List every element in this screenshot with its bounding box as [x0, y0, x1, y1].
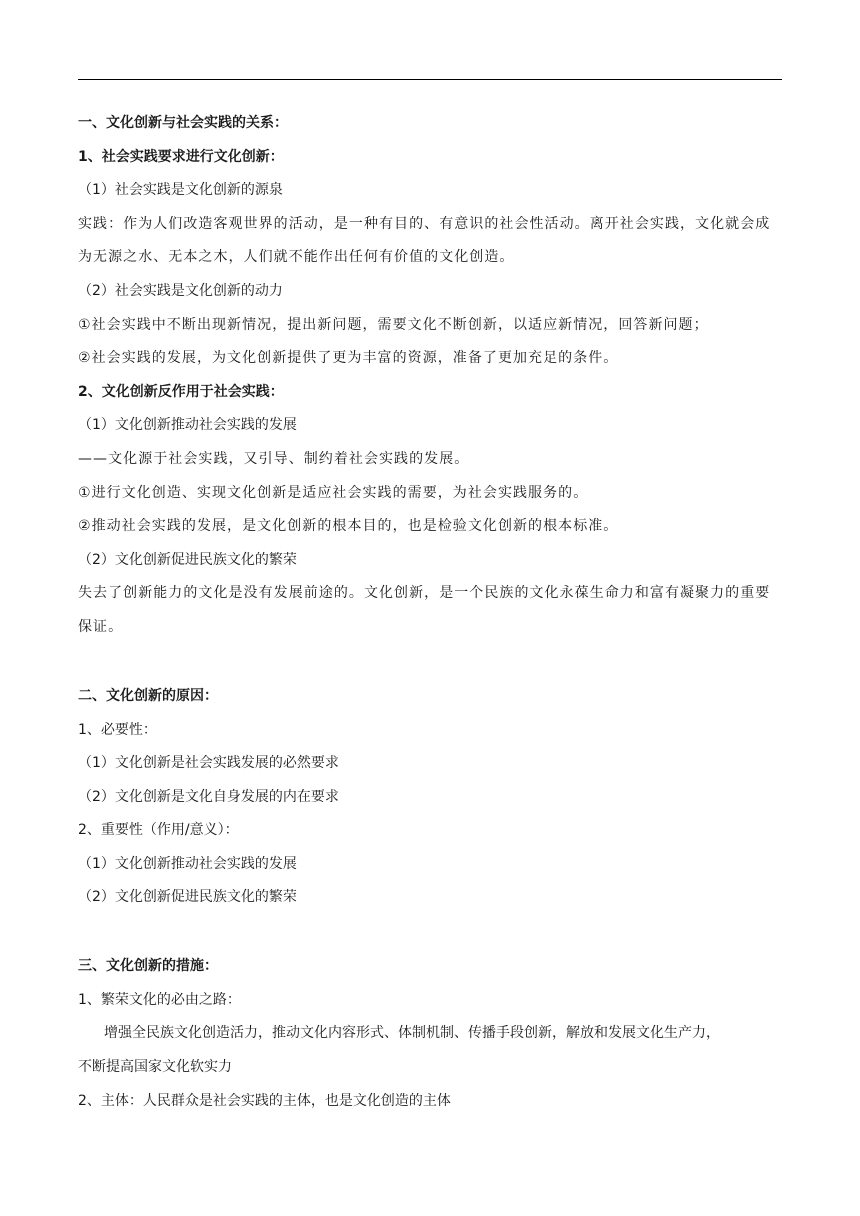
- section-1-point-1-sub-b-item-2: ②社会实践的发展，为文化创新提供了更为丰富的资源，准备了更加充足的条件。: [78, 350, 619, 366]
- section-2-point-1-sub-b: （2）文化创新是文化自身发展的内在要求: [78, 789, 339, 805]
- section-3-point-1-text-line-2: 不断提高国家文化软实力: [78, 1059, 232, 1075]
- section-1-point-2-sub-b: （2）文化创新促进民族文化的繁荣: [78, 552, 297, 568]
- section-1-point-2-sub-a-item-1: ①进行文化创造、实现文化创新是适应社会实践的需要，为社会实践服务的。: [78, 485, 589, 501]
- section-2-point-1: 1、必要性：: [78, 722, 157, 738]
- section-2-point-2-sub-b: （2）文化创新促进民族文化的繁荣: [78, 889, 297, 905]
- section-1-point-2-sub-a-item-2: ②推动社会实践的发展，是文化创新的根本目的，也是检验文化创新的根本标准。: [78, 518, 619, 534]
- section-1-point-1-sub-a: （1）社会实践是文化创新的源泉: [78, 182, 283, 198]
- section-3-heading: 三、文化创新的措施：: [78, 958, 218, 974]
- section-1-point-2-title: 2、文化创新反作用于社会实践：: [78, 384, 284, 400]
- section-1-point-1-sub-b-item-1: ①社会实践中不断出现新情况，提出新问题，需要文化不断创新，以适应新情况，回答新问题；: [78, 317, 709, 333]
- section-3-point-1-text-line-1: 增强全民族文化创造活力，推动文化内容形式、体制机制、传播手段创新，解放和发展文化生产力，: [104, 1025, 720, 1041]
- section-1-point-1-sub-b: （2）社会实践是文化创新的动力: [78, 283, 283, 299]
- section-1-heading: 一、文化创新与社会实践的关系：: [78, 115, 288, 131]
- section-1-point-1-sub-a-text-line-1: 实践：作为人们改造客观世界的活动，是一种有目的、有意识的社会性活动。离开社会实践，文化就会成: [78, 216, 771, 232]
- header-rule: [78, 79, 782, 80]
- section-2-point-2-sub-a: （1）文化创新推动社会实践的发展: [78, 856, 297, 872]
- section-1-point-2-sub-a: （1）文化创新推动社会实践的发展: [78, 417, 297, 433]
- section-2-point-1-sub-a: （1）文化创新是社会实践发展的必然要求: [78, 755, 339, 771]
- section-1-point-2-sub-a-dash: ——文化源于社会实践，又引导、制约着社会实践的发展。: [78, 451, 470, 467]
- section-3-point-1: 1、繁荣文化的必由之路：: [78, 992, 241, 1008]
- section-1-point-2-sub-b-text-line-1: 失去了创新能力的文化是没有发展前途的。文化创新，是一个民族的文化永葆生命力和富有凝聚力的重要: [78, 585, 771, 601]
- section-1-point-2-sub-b-text-line-2: 保证。: [78, 619, 124, 635]
- section-2-heading: 二、文化创新的原因：: [78, 688, 218, 704]
- section-3-point-2: 2、主体：人民群众是社会实践的主体，也是文化创造的主体: [78, 1093, 451, 1109]
- section-2-point-2: 2、重要性（作用/意义）：: [78, 822, 239, 838]
- section-1-point-1-title: 1、社会实践要求进行文化创新：: [78, 149, 284, 165]
- section-1-point-1-sub-a-text-line-2: 为无源之水、无本之木，人们就不能作出任何有价值的文化创造。: [78, 249, 515, 265]
